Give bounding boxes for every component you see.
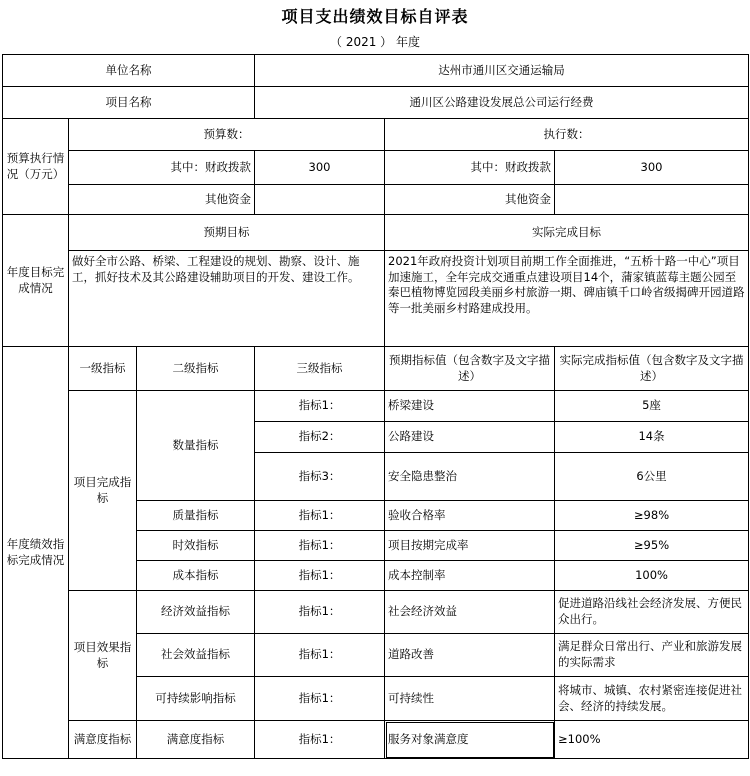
level2-quantity[interactable]: 数量指标 [137, 391, 255, 501]
actual-cell[interactable]: ≥98% [555, 501, 749, 531]
expected-cell[interactable]: 验收合格率 [385, 501, 555, 531]
annual-section-label[interactable]: 年度目标完成情况 [3, 215, 69, 347]
perf-header-expected[interactable]: 预期指标值（包含数字及文字描述） [385, 347, 555, 391]
level1-output[interactable]: 项目完成指标 [69, 391, 137, 591]
level2-quality[interactable]: 质量指标 [137, 501, 255, 531]
actual-cell[interactable]: 促进道路沿线社会经济发展、方便民众出行。 [555, 591, 749, 634]
expected-cell[interactable]: 桥梁建设 [385, 391, 555, 422]
table-row [3, 391, 749, 422]
perf-header-row [3, 347, 749, 391]
expected-cell[interactable]: 服务对象满意度 [385, 721, 555, 759]
unit-label[interactable]: 单位名称 [3, 55, 255, 87]
level3-cell[interactable]: 指标1： [255, 391, 385, 422]
level1-satisfaction[interactable]: 满意度指标 [69, 721, 137, 759]
expected-cell[interactable]: 成本控制率 [385, 561, 555, 591]
other-exec-label[interactable]: 其他资金 [385, 185, 555, 215]
evaluation-table [2, 54, 749, 759]
expected-cell[interactable]: 公路建设 [385, 422, 555, 453]
project-label[interactable]: 项目名称 [3, 87, 255, 119]
level3-cell[interactable]: 指标1： [255, 591, 385, 634]
budget-label[interactable]: 预算数： [69, 119, 385, 151]
unit-row [3, 55, 749, 87]
other-label[interactable]: 其他资金 [69, 185, 255, 215]
fiscal-exec-label[interactable]: 其中：财政拨款 [385, 151, 555, 185]
page-title: 项目支出绩效目标自评表 [281, 6, 469, 26]
annual-content-row [3, 251, 749, 347]
budget-section-label[interactable]: 预算执行情况（万元） [3, 119, 69, 215]
other-row [3, 185, 749, 215]
other-budget-value[interactable] [255, 185, 385, 215]
actual-target-text[interactable]: 2021年政府投资计划项目前期工作全面推进，“五桥十路一中心”项目加速施工，全年完成交通重点建设项目14个，蒲家镇蓝莓主题公园至秦巴植物博览园段美丽乡村旅游一期、碑庙镇千口岭省级揭碑开园道路等一批美丽乡村路建成投用。 [385, 251, 749, 347]
level3-cell[interactable]: 指标1： [255, 677, 385, 721]
project-value[interactable]: 通川区公路建设发展总公司运行经费 [255, 87, 749, 119]
table-row [3, 721, 749, 759]
unit-value[interactable]: 达州市通川区交通运输局 [255, 55, 749, 87]
level3-cell[interactable]: 指标1： [255, 501, 385, 531]
actual-cell[interactable]: 将城市、城镇、农村紧密连接促进社会、经济的持续发展。 [555, 677, 749, 721]
expected-cell[interactable]: 社会经济效益 [385, 591, 555, 634]
perf-header-level3[interactable]: 三级指标 [255, 347, 385, 391]
level3-cell[interactable]: 指标1： [255, 531, 385, 561]
actual-target-header[interactable]: 实际完成目标 [385, 215, 749, 251]
level3-cell[interactable]: 指标3： [255, 453, 385, 501]
expected-cell[interactable]: 可持续性 [385, 677, 555, 721]
other-exec-value[interactable] [555, 185, 749, 215]
expected-cell[interactable]: 安全隐患整治 [385, 453, 555, 501]
fiscal-row [3, 151, 749, 185]
expected-target-text[interactable]: 做好全市公路、桥梁、工程建设的规划、勘察、设计、施工，抓好技术及其公路建设辅助项目的开发、建设工作。 [69, 251, 385, 347]
level2-social[interactable]: 社会效益指标 [137, 634, 255, 677]
actual-cell[interactable]: ≥100% [555, 721, 749, 759]
level3-cell[interactable]: 指标2： [255, 422, 385, 453]
actual-cell[interactable]: 100% [555, 561, 749, 591]
expected-cell[interactable]: 道路改善 [385, 634, 555, 677]
fiscal-label[interactable]: 其中：财政拨款 [69, 151, 255, 185]
exec-label[interactable]: 执行数： [385, 119, 749, 151]
level2-satisfaction[interactable]: 满意度指标 [137, 721, 255, 759]
annual-header-row [3, 215, 749, 251]
perf-header-level2[interactable]: 二级指标 [137, 347, 255, 391]
fiscal-budget-value[interactable]: 300 [255, 151, 385, 185]
year-line: （ 2021 ） 年度 [330, 34, 420, 49]
actual-cell[interactable]: ≥95% [555, 531, 749, 561]
perf-header-actual[interactable]: 实际完成指标值（包含数字及文字描述） [555, 347, 749, 391]
expected-target-header[interactable]: 预期目标 [69, 215, 385, 251]
actual-cell[interactable]: 6公里 [555, 453, 749, 501]
expected-cell[interactable]: 项目按期完成率 [385, 531, 555, 561]
fiscal-exec-value[interactable]: 300 [555, 151, 749, 185]
actual-cell[interactable]: 满足群众日常出行、产业和旅游发展的实际需求 [555, 634, 749, 677]
level3-cell[interactable]: 指标1： [255, 561, 385, 591]
level1-effect[interactable]: 项目效果指标 [69, 591, 137, 721]
level2-economic[interactable]: 经济效益指标 [137, 591, 255, 634]
perf-header-level1[interactable]: 一级指标 [69, 347, 137, 391]
level2-timeliness[interactable]: 时效指标 [137, 531, 255, 561]
actual-cell[interactable]: 14条 [555, 422, 749, 453]
project-row [3, 87, 749, 119]
table-row [3, 591, 749, 634]
level3-cell[interactable]: 指标1： [255, 721, 385, 759]
perf-section-label[interactable]: 年度绩效指标完成情况 [3, 347, 69, 759]
level2-cost[interactable]: 成本指标 [137, 561, 255, 591]
actual-cell[interactable]: 5座 [555, 391, 749, 422]
level3-cell[interactable]: 指标1： [255, 634, 385, 677]
level2-sustainability[interactable]: 可持续影响指标 [137, 677, 255, 721]
budget-header-row [3, 119, 749, 151]
